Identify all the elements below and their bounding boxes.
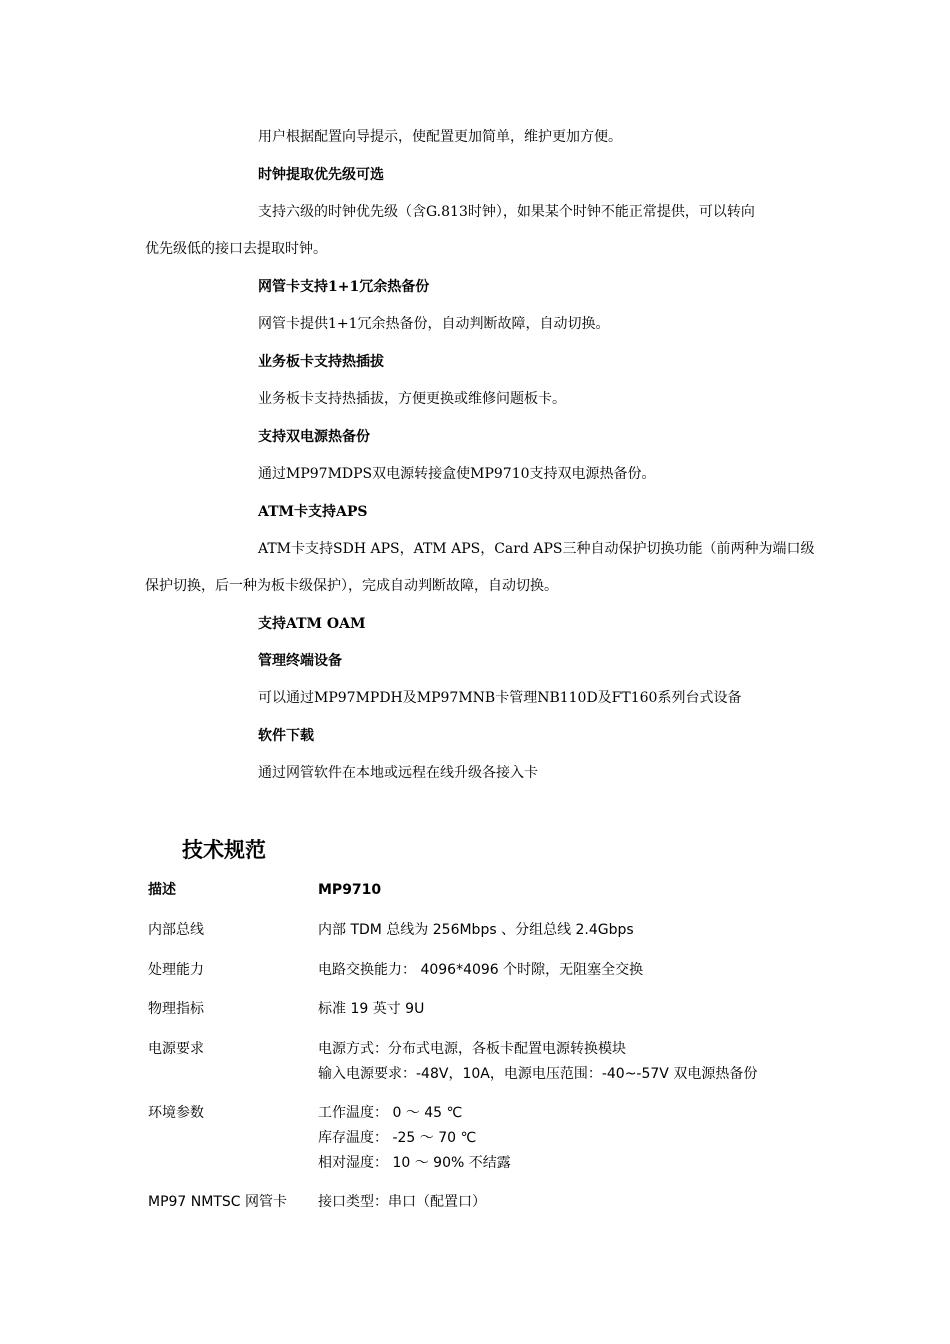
nmc-redundancy-title: 网管卡支持1+1冗余热备份: [258, 279, 430, 295]
spec-value-line: 电源方式：分布式电源，各板卡配置电源转换模块: [318, 1041, 626, 1057]
spec-row-label: 电源要求: [148, 1041, 204, 1057]
atm-oam-title: 支持ATM OAM: [258, 616, 366, 632]
spec-value-line: 电路交换能力： 4096*4096 个时隙，无阻塞全交换: [318, 962, 644, 978]
spec-row-value: [318, 997, 424, 1022]
spec-row-label: 物理指标: [148, 1001, 204, 1017]
spec-header-label: 描述: [148, 882, 176, 898]
spec-value-line: 标准 19 英寸 9U: [318, 1001, 425, 1017]
software-download-title: 软件下载: [258, 728, 314, 744]
spec-row-value: [318, 958, 643, 983]
mgmt-terminal-title: 管理终端设备: [258, 653, 342, 669]
mgmt-terminal-desc: 可以通过MP97MPDH及MP97MNB卡管理NB110D及FT160系列台式设备: [258, 690, 742, 706]
hotswap-desc: 业务板卡支持热插拔，方便更换或维修问题板卡。: [258, 391, 566, 407]
intro-line: 用户根据配置向导提示，使配置更加简单，维护更加方便。: [258, 129, 622, 145]
spec-value-line: 输入电源要求：-48V，10A，电源电压范围：-40~-57V 双电源热备份: [318, 1066, 758, 1082]
clock-priority-desc-line-1: 支持六级的时钟优先级（含G.813时钟），如果某个时钟不能正常提供，可以转向: [258, 204, 755, 220]
spec-row-value: [318, 1101, 511, 1176]
hotswap-title: 业务板卡支持热插拔: [258, 354, 384, 370]
spec-row-value: [318, 918, 634, 943]
clock-priority-desc-line-2: 优先级低的接口去提取时钟。: [145, 241, 327, 257]
atm-aps-desc-line-1: ATM卡支持SDH APS，ATM APS，Card APS三种自动保护切换功能（前两种为端口级: [258, 541, 815, 557]
spec-row-label: 处理能力: [148, 962, 204, 978]
atm-aps-desc-line-2: 保护切换，后一种为板卡级保护），完成自动判断故障，自动切换。: [145, 578, 558, 594]
spec-row-label: 环境参数: [148, 1105, 204, 1121]
dual-power-title: 支持双电源热备份: [258, 429, 370, 445]
software-download-desc: 通过网管软件在本地或远程在线升级各接入卡: [258, 765, 538, 781]
spec-value-line: 相对湿度： 10 ～ 90% 不结露: [318, 1155, 511, 1171]
atm-aps-title: ATM卡支持APS: [258, 504, 368, 520]
spec-value-line: 接口类型：串口（配置口）: [318, 1194, 486, 1210]
spec-heading: 技术规范: [182, 838, 266, 862]
spec-row-value: [318, 1037, 757, 1087]
clock-priority-title: 时钟提取优先级可选: [258, 167, 384, 183]
spec-value-line: 内部 TDM 总线为 256Mbps 、分组总线 2.4Gbps: [318, 922, 634, 938]
spec-row-label: MP97 NMTSC 网管卡: [148, 1194, 288, 1210]
spec-value-line: 库存温度： -25 ～ 70 ℃: [318, 1130, 477, 1146]
nmc-redundancy-desc: 网管卡提供1+1冗余热备份，自动判断故障，自动切换。: [258, 316, 610, 332]
spec-row-value: [318, 1190, 486, 1215]
spec-header-value: MP9710: [318, 882, 382, 898]
spec-row-label: 内部总线: [148, 922, 204, 938]
dual-power-desc: 通过MP97MDPS双电源转接盒使MP9710支持双电源热备份。: [258, 466, 656, 482]
spec-value-line: 工作温度： 0 ～ 45 ℃: [318, 1105, 463, 1121]
